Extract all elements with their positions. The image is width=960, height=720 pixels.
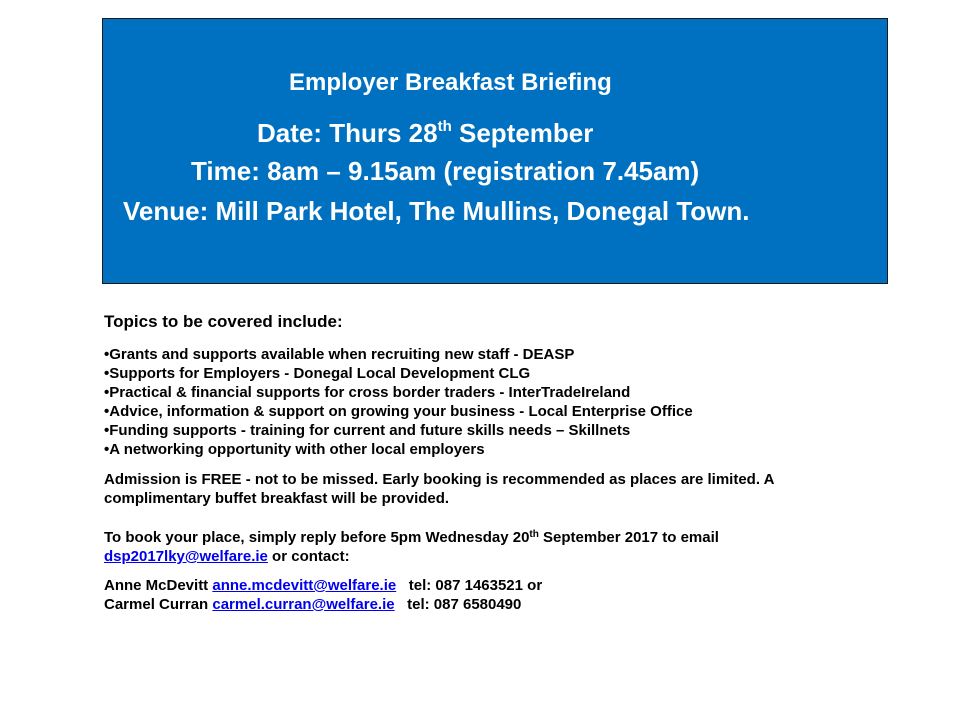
topics-list xyxy=(104,345,693,459)
list-item: • Practical & financial supports for cross border traders - InterTradeIreland xyxy=(104,383,693,402)
booking-date-suffix: th xyxy=(529,529,539,540)
contact-row xyxy=(104,595,542,614)
event-date-month: September xyxy=(451,118,594,148)
list-item: • Funding supports - training for current and future skills needs – Skillnets xyxy=(104,421,693,440)
event-venue: Venue: Mill Park Hotel, The Mullins, Donegal Town. xyxy=(123,196,750,226)
event-date-suffix: th xyxy=(437,118,452,135)
list-item: • Supports for Employers - Donegal Local Development CLG xyxy=(104,364,693,383)
contact-email-link[interactable]: carmel.curran@welfare.ie xyxy=(212,596,395,613)
booking-text-end: September 2017 to email xyxy=(538,529,719,546)
event-banner xyxy=(102,18,888,284)
booking-contact-text: or contact: xyxy=(267,548,350,565)
contact-email-link[interactable]: anne.mcdevitt@welfare.ie xyxy=(212,577,397,594)
list-item: • Grants and supports available when recruiting new staff - DEASP xyxy=(104,345,693,364)
contacts-block xyxy=(104,576,542,614)
list-item: • Advice, information & support on growing your business - Local Enterprise Office xyxy=(104,402,693,421)
event-time: Time: 8am – 9.15am (registration 7.45am) xyxy=(191,156,700,186)
contact-phone: tel: 087 6580490 xyxy=(394,596,522,613)
contact-row xyxy=(104,576,542,595)
admission-paragraph: Admission is FREE - not to be missed. Early booking is recommended as places are limited. A complimentary buffet breakfast will be provided. xyxy=(104,471,774,507)
contact-phone: tel: 087 1463521 or xyxy=(396,577,543,594)
booking-email-link[interactable]: dsp2017lky@welfare.ie xyxy=(104,548,268,565)
contact-name: Anne McDevitt xyxy=(104,577,213,594)
event-date xyxy=(257,118,593,149)
booking-paragraph xyxy=(104,528,874,566)
list-item: • A networking opportunity with other local employers xyxy=(104,440,693,459)
booking-text: To book your place, simply reply before 5pm Wednesday 20 xyxy=(104,529,530,546)
event-title: Employer Breakfast Briefing xyxy=(289,69,612,96)
contact-name: Carmel Curran xyxy=(104,596,213,613)
event-date-text: Date: Thurs 28 xyxy=(257,118,438,148)
topics-heading: Topics to be covered include: xyxy=(104,312,343,331)
